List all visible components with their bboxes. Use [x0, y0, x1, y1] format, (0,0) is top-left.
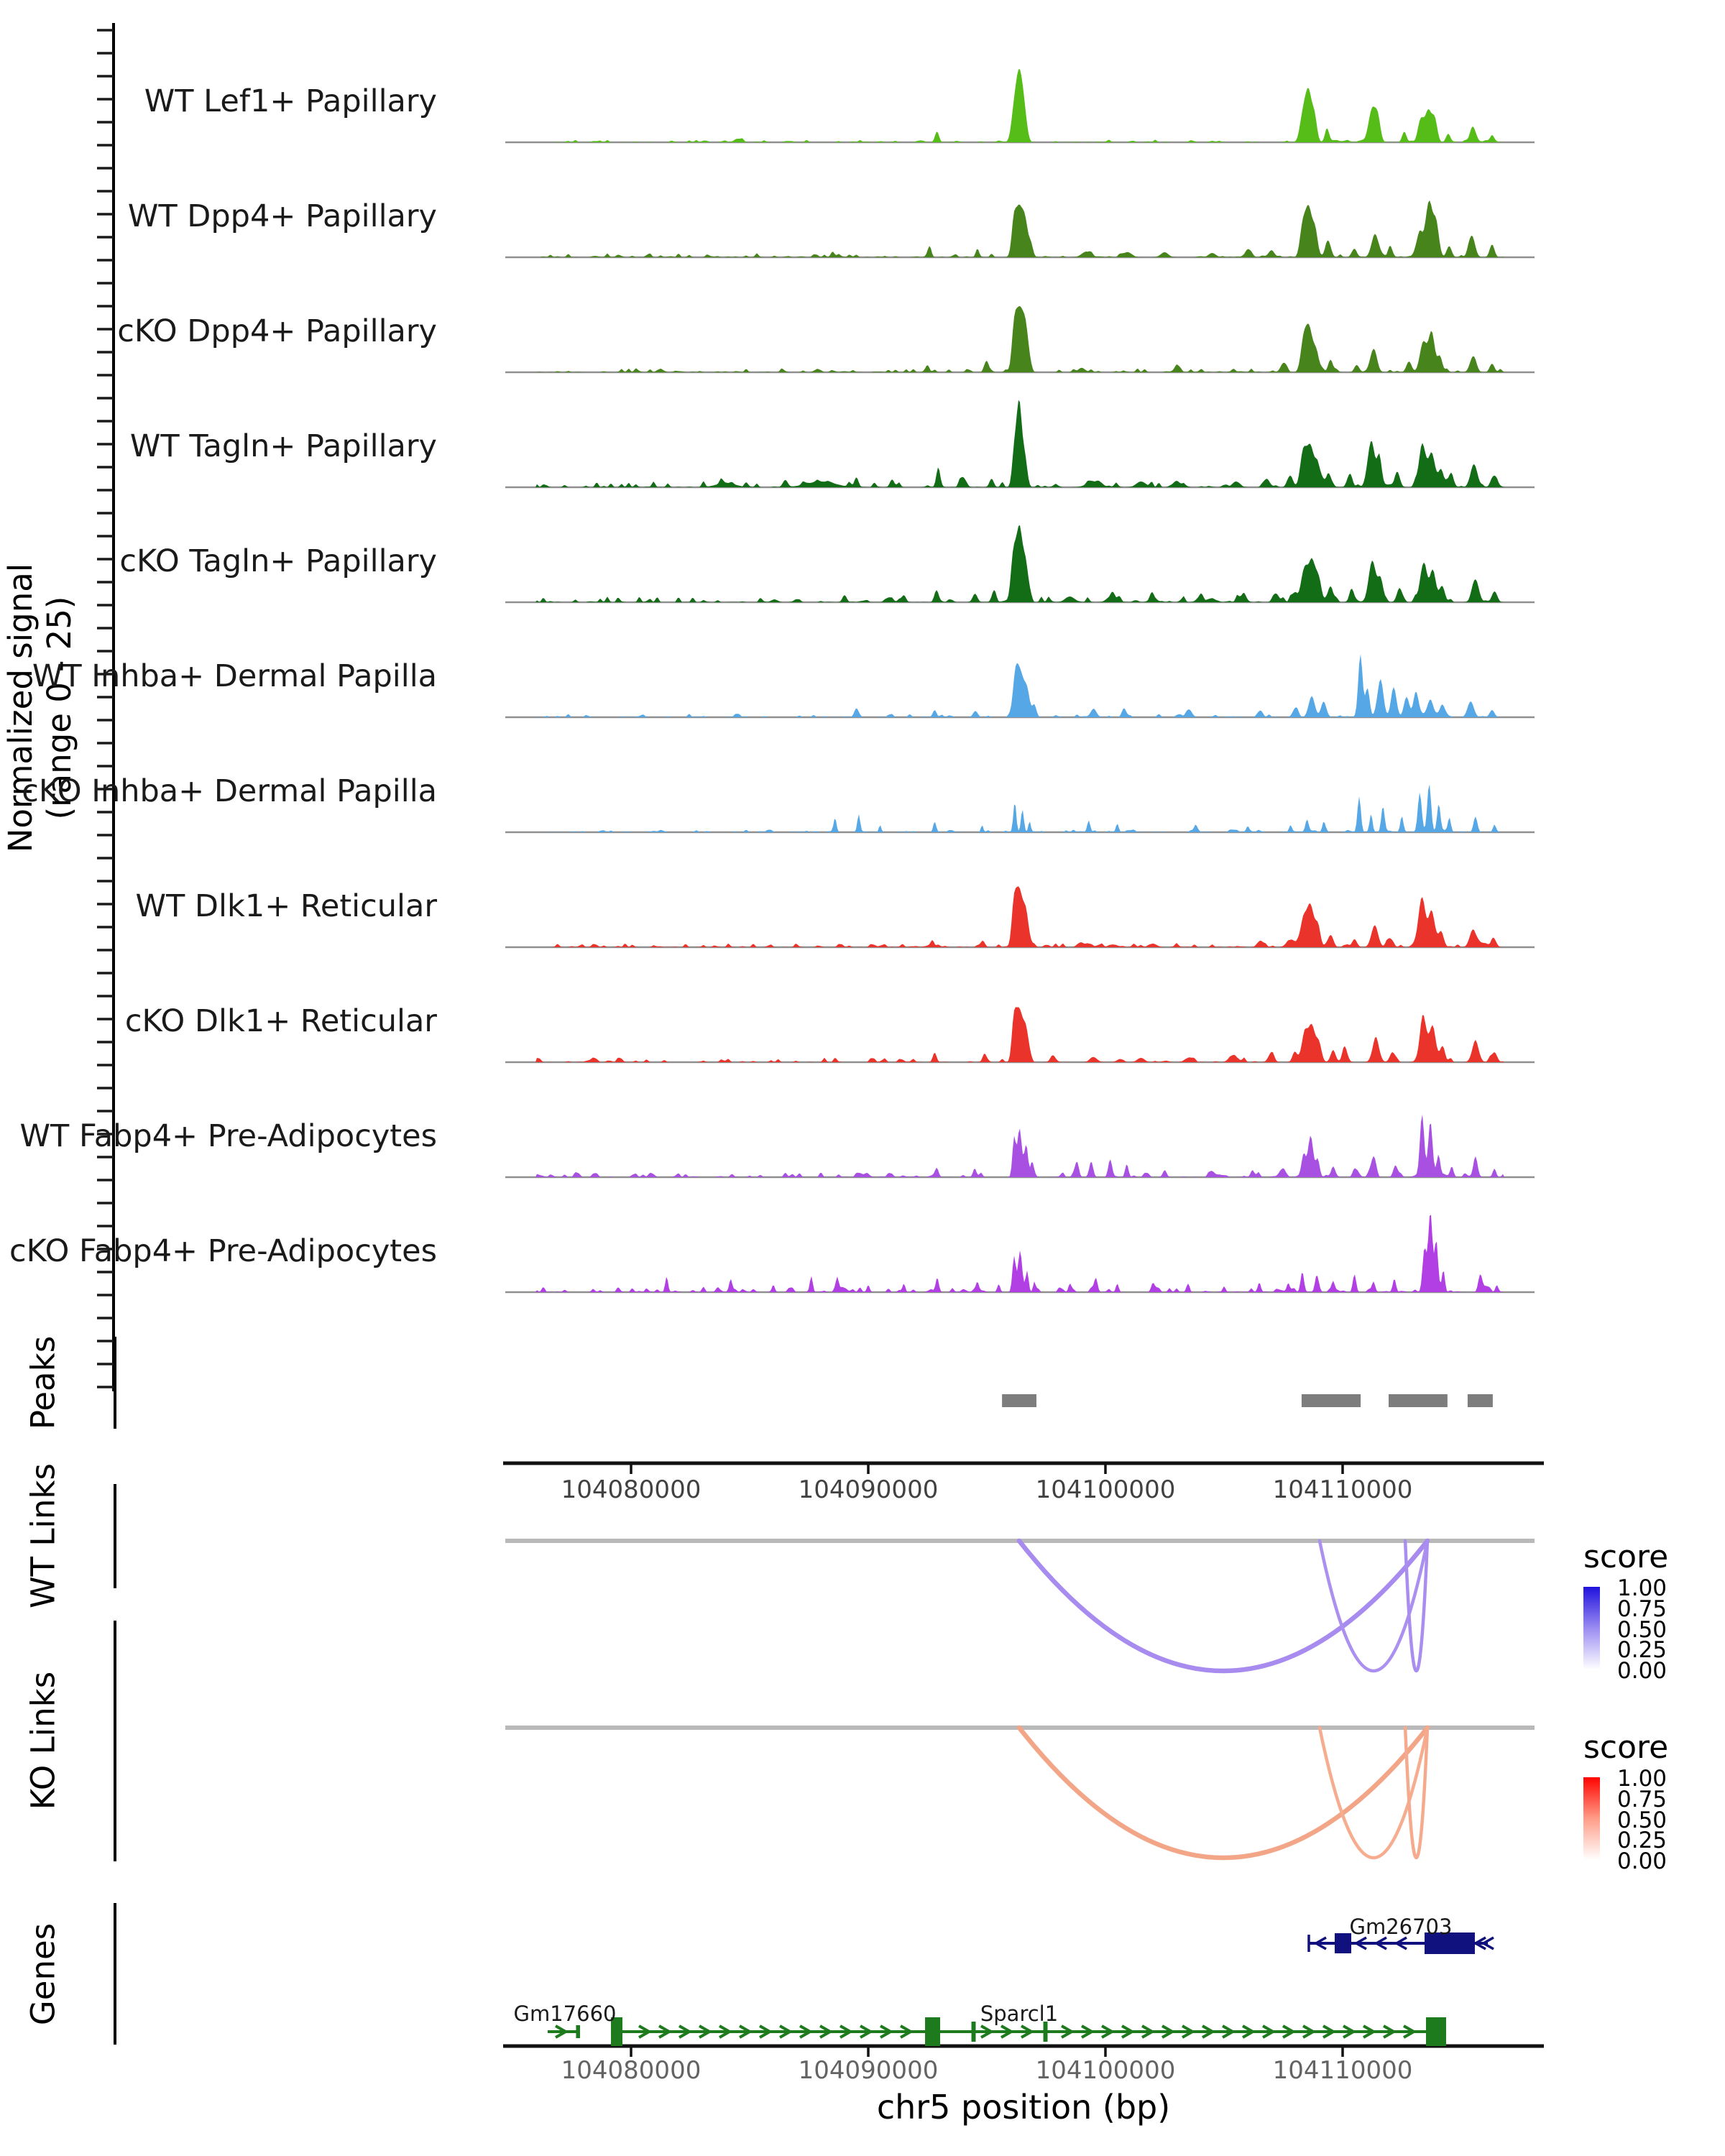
signal-track-10 — [505, 1115, 1535, 1177]
genome-axis-tick-label: 104110000 — [1272, 2056, 1413, 2085]
peak-interval — [1468, 1394, 1493, 1407]
peaks-axis-tick-label: 104080000 — [561, 1475, 702, 1504]
wt-legend-tick: 0.00 — [1617, 1658, 1668, 1684]
wt-legend-tick: 0.75 — [1617, 1595, 1668, 1622]
ko-links-panel — [505, 1728, 1535, 1858]
track-label-1: WT Lef1+ Papillary — [144, 83, 437, 119]
wt-link-arc — [1019, 1541, 1427, 1671]
signal-area — [505, 1115, 1535, 1177]
peaks-axis-tick-label: 104100000 — [1035, 1475, 1176, 1504]
ko-link-arc — [1019, 1728, 1427, 1858]
gene-Gm17660 — [548, 2025, 580, 2038]
signal-track-6 — [505, 654, 1535, 717]
signal-track-3 — [505, 306, 1535, 372]
track-label-10: WT Fabp4+ Pre-Adipocytes — [19, 1118, 437, 1154]
peak-interval — [1302, 1394, 1361, 1407]
signal-area — [505, 1215, 1535, 1292]
wt-legend-tick: 0.50 — [1617, 1616, 1668, 1643]
gene-label-Gm17660: Gm17660 — [513, 2001, 617, 2026]
gene-exon — [972, 2022, 976, 2042]
gene-exon — [1426, 2017, 1446, 2046]
track-label-2: WT Dpp4+ Papillary — [127, 198, 437, 234]
signal-area — [505, 69, 1535, 142]
genome-axis-tick-label: 104080000 — [561, 2056, 702, 2085]
ko-legend-title: score — [1583, 1729, 1669, 1766]
peak-interval — [1002, 1394, 1036, 1407]
signal-track-5 — [505, 525, 1535, 602]
peaks-axis-tick-label: 104090000 — [798, 1475, 939, 1504]
track-label-9: cKO Dlk1+ Reticular — [124, 1003, 437, 1039]
wt-legend-tick: 0.25 — [1617, 1637, 1668, 1664]
wt-legend-tick: 1.00 — [1617, 1575, 1668, 1601]
signal-track-4 — [505, 400, 1535, 487]
wt-links-panel — [505, 1541, 1535, 1671]
peaks-axis-tick-label: 104110000 — [1272, 1475, 1413, 1504]
ko-legend-tick: 0.75 — [1617, 1786, 1668, 1812]
signal-axis-title-line1: Normalized signal — [1, 563, 40, 853]
ko-legend-tick: 0.00 — [1617, 1848, 1668, 1874]
wt-legend-colorbar — [1583, 1587, 1600, 1669]
section-label-ko-links: KO Links — [24, 1671, 63, 1810]
signal-track-7 — [505, 785, 1535, 833]
gene-label-Sparcl1: Sparcl1 — [980, 2001, 1059, 2026]
gene-exon — [576, 2025, 580, 2038]
signal-track-2 — [505, 201, 1535, 257]
peak-interval — [1389, 1394, 1448, 1407]
track-label-8: WT Dlk1+ Reticular — [135, 888, 437, 924]
signal-track-1 — [505, 69, 1535, 142]
signal-area — [505, 785, 1535, 833]
signal-area — [505, 400, 1535, 487]
section-label-genes: Genes — [24, 1922, 63, 2026]
genome-axis-tick-label: 104100000 — [1035, 2056, 1176, 2085]
section-label-wt-links: WT Links — [24, 1463, 63, 1608]
signal-track-8 — [505, 886, 1535, 947]
track-label-7: cKO Inhba+ Dermal Papilla — [22, 773, 437, 809]
x-axis-title: chr5 position (bp) — [876, 2088, 1171, 2127]
gene-label-Gm26703: Gm26703 — [1349, 1915, 1453, 1939]
ko-legend-colorbar — [1583, 1777, 1600, 1860]
signal-area — [505, 525, 1535, 602]
track-label-6: WT Inhba+ Dermal Papilla — [32, 658, 437, 694]
signal-track-11 — [505, 1215, 1535, 1292]
signal-track-9 — [505, 1007, 1535, 1062]
section-label-peaks: Peaks — [24, 1335, 63, 1430]
signal-area — [505, 201, 1535, 257]
ko-legend-tick: 0.50 — [1617, 1807, 1668, 1833]
track-label-5: cKO Tagln+ Papillary — [119, 543, 437, 579]
wt-legend-title: score — [1583, 1539, 1669, 1575]
peaks-axis — [503, 1463, 1544, 1474]
ko-legend-tick: 1.00 — [1617, 1766, 1668, 1792]
genome-axis — [503, 2046, 1544, 2057]
signal-y-axis — [97, 23, 114, 1391]
ko-legend-tick: 0.25 — [1617, 1828, 1668, 1854]
signal-area — [505, 654, 1535, 717]
signal-axis-title-line2: (range 0 - 25) — [40, 596, 78, 820]
track-label-4: WT Tagln+ Papillary — [129, 428, 437, 464]
gene-exon — [925, 2017, 940, 2046]
signal-area — [505, 1007, 1535, 1062]
signal-area — [505, 306, 1535, 372]
genome-axis-tick-label: 104090000 — [798, 2056, 939, 2085]
signal-area — [505, 886, 1535, 947]
track-label-3: cKO Dpp4+ Papillary — [117, 313, 437, 349]
peaks-track — [1002, 1394, 1493, 1407]
track-label-11: cKO Fabp4+ Pre-Adipocytes — [9, 1233, 437, 1269]
